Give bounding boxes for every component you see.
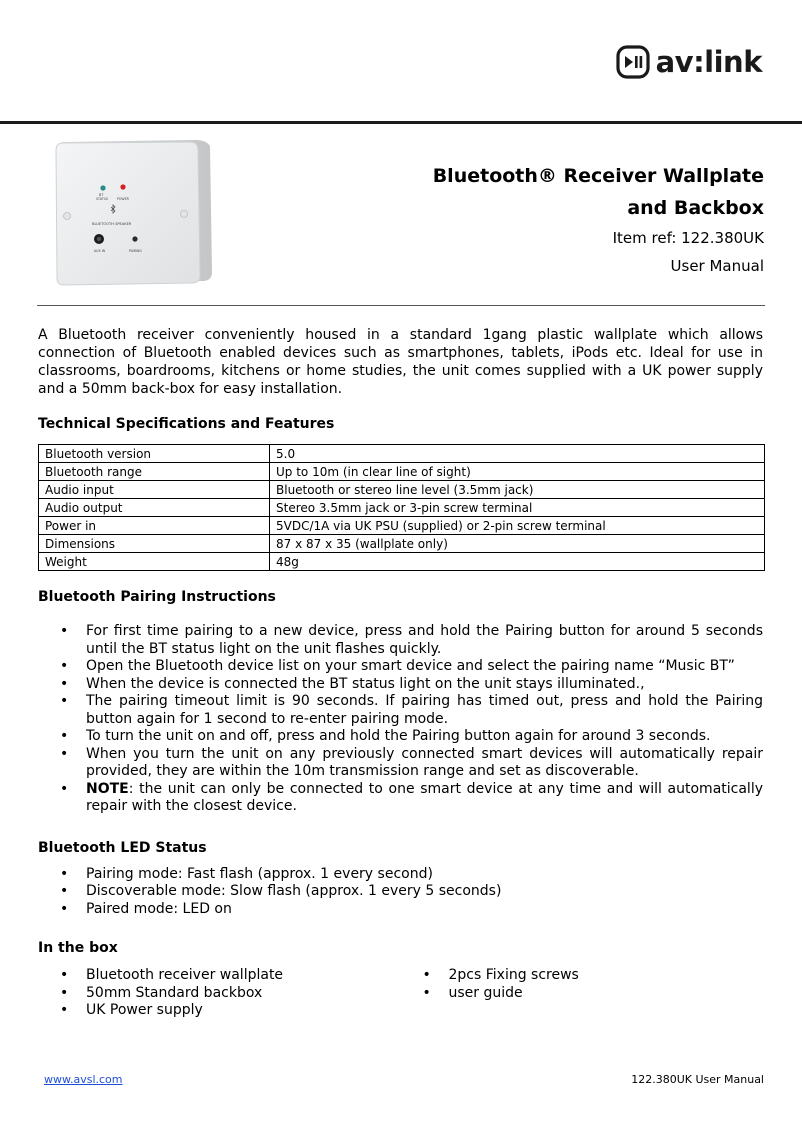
table-row [39,463,765,481]
spec-value: Stereo 3.5mm jack or 3-pin screw terminal [270,499,765,517]
list-item: • Open the Bluetooth device list on your smart device and select the pairing name “Music BT” [38,658,763,676]
title-divider [37,305,765,306]
spec-value: 5.0 [270,445,765,463]
pairing-heading: Bluetooth Pairing Instructions [38,589,276,605]
title-block [433,160,764,280]
header-divider [0,121,802,124]
specs-table [38,444,765,571]
note-label: NOTE [86,780,129,797]
list-item: • 2pcs Fixing screws [401,967,764,985]
spec-value: Up to 10m (in clear line of sight) [270,463,765,481]
specs-heading: Technical Specifications and Features [38,416,335,432]
spec-label: Dimensions [39,535,270,553]
photo-label-speaker: BLUETOOTH SPEAKER [92,222,132,226]
footer-doc-ref: 122.380UK User Manual [631,1073,764,1086]
list-item-note [38,781,763,816]
spec-label: Weight [39,553,270,571]
photo-label-bt: BT [99,193,104,197]
photo-label-status: STATUS [96,197,108,201]
brand-logo [616,42,762,82]
main-content [38,322,763,1020]
doc-type: User Manual [670,257,764,275]
list-item: • The pairing timeout limit is 90 seconds. If pairing has timed out, press and hold the Pairing button again for 1 second to re-enter pairing mode. [38,693,763,728]
list-item: • For first time pairing to a new device, press and hold the Pairing button for around 5 seconds until the BT status light on the unit flashes quickly. [38,623,763,658]
note-text: : the unit can only be connected to one smart device at any time and will automatically repair with the closest device. [86,780,763,814]
list-item: • UK Power supply [38,1002,401,1020]
product-title-line2: and Backbox [627,197,764,219]
list-item: • Pairing mode: Fast flash (approx. 1 every second) [38,866,763,884]
spec-label: Bluetooth version [39,445,270,463]
table-row [39,499,765,517]
table-row [39,517,765,535]
box-heading: In the box [38,940,118,956]
spec-label: Power in [39,517,270,535]
product-title-line1: Bluetooth® Receiver Wallplate [432,165,764,187]
intro-paragraph: A Bluetooth receiver conveniently housed in a standard 1gang plastic wallplate which allows connection of Bluetooth enabled devices such as smartphones, tablets, iPods etc. Ideal for use in classrooms, boardrooms, kitchens or home studies, the unit comes supplied with a UK power supply and a 50mm back-box for easy installation. [38,327,763,397]
list-item: • Bluetooth receiver wallplate [38,967,401,985]
photo-label-pairing: PAIRING [129,249,142,253]
list-item: • To turn the unit on and off, press and hold the Pairing button again for around 3 seconds. [38,728,763,746]
spec-value: Bluetooth or stereo line level (3.5mm jack) [270,481,765,499]
play-pause-icon [616,45,650,79]
list-item: • When the device is connected the BT status light on the unit stays illuminated., [38,676,763,694]
led-heading: Bluetooth LED Status [38,839,207,856]
product-photo [50,138,216,288]
pairing-list [38,623,763,816]
table-row [39,445,765,463]
photo-label-aux: AUX IN [94,249,106,253]
website-link[interactable]: www.avsl.com [44,1073,123,1086]
table-row [39,553,765,571]
table-row [39,535,765,553]
box-list-left [38,967,401,1020]
item-ref: Item ref: 122.380UK [612,229,764,247]
spec-label: Audio output [39,499,270,517]
list-item: • Paired mode: LED on [38,901,763,919]
spec-label: Bluetooth range [39,463,270,481]
list-item: • user guide [401,985,764,1003]
spec-value: 87 x 87 x 35 (wallplate only) [270,535,765,553]
box-contents [38,967,763,1020]
photo-label-power: POWER [117,197,129,201]
list-item: • 50mm Standard backbox [38,985,401,1003]
led-list [38,866,763,919]
list-item: • When you turn the unit on any previously connected smart devices will automatically repair provided, they are within the 10m transmission range and set as discoverable. [38,746,763,781]
spec-value: 48g [270,553,765,571]
list-item: • Discoverable mode: Slow flash (approx. 1 every 5 seconds) [38,883,763,901]
logo-text: av:link [655,45,762,79]
table-row [39,481,765,499]
spec-label: Audio input [39,481,270,499]
box-list-right [401,967,764,1020]
spec-value: 5VDC/1A via UK PSU (supplied) or 2-pin screw terminal [270,517,765,535]
